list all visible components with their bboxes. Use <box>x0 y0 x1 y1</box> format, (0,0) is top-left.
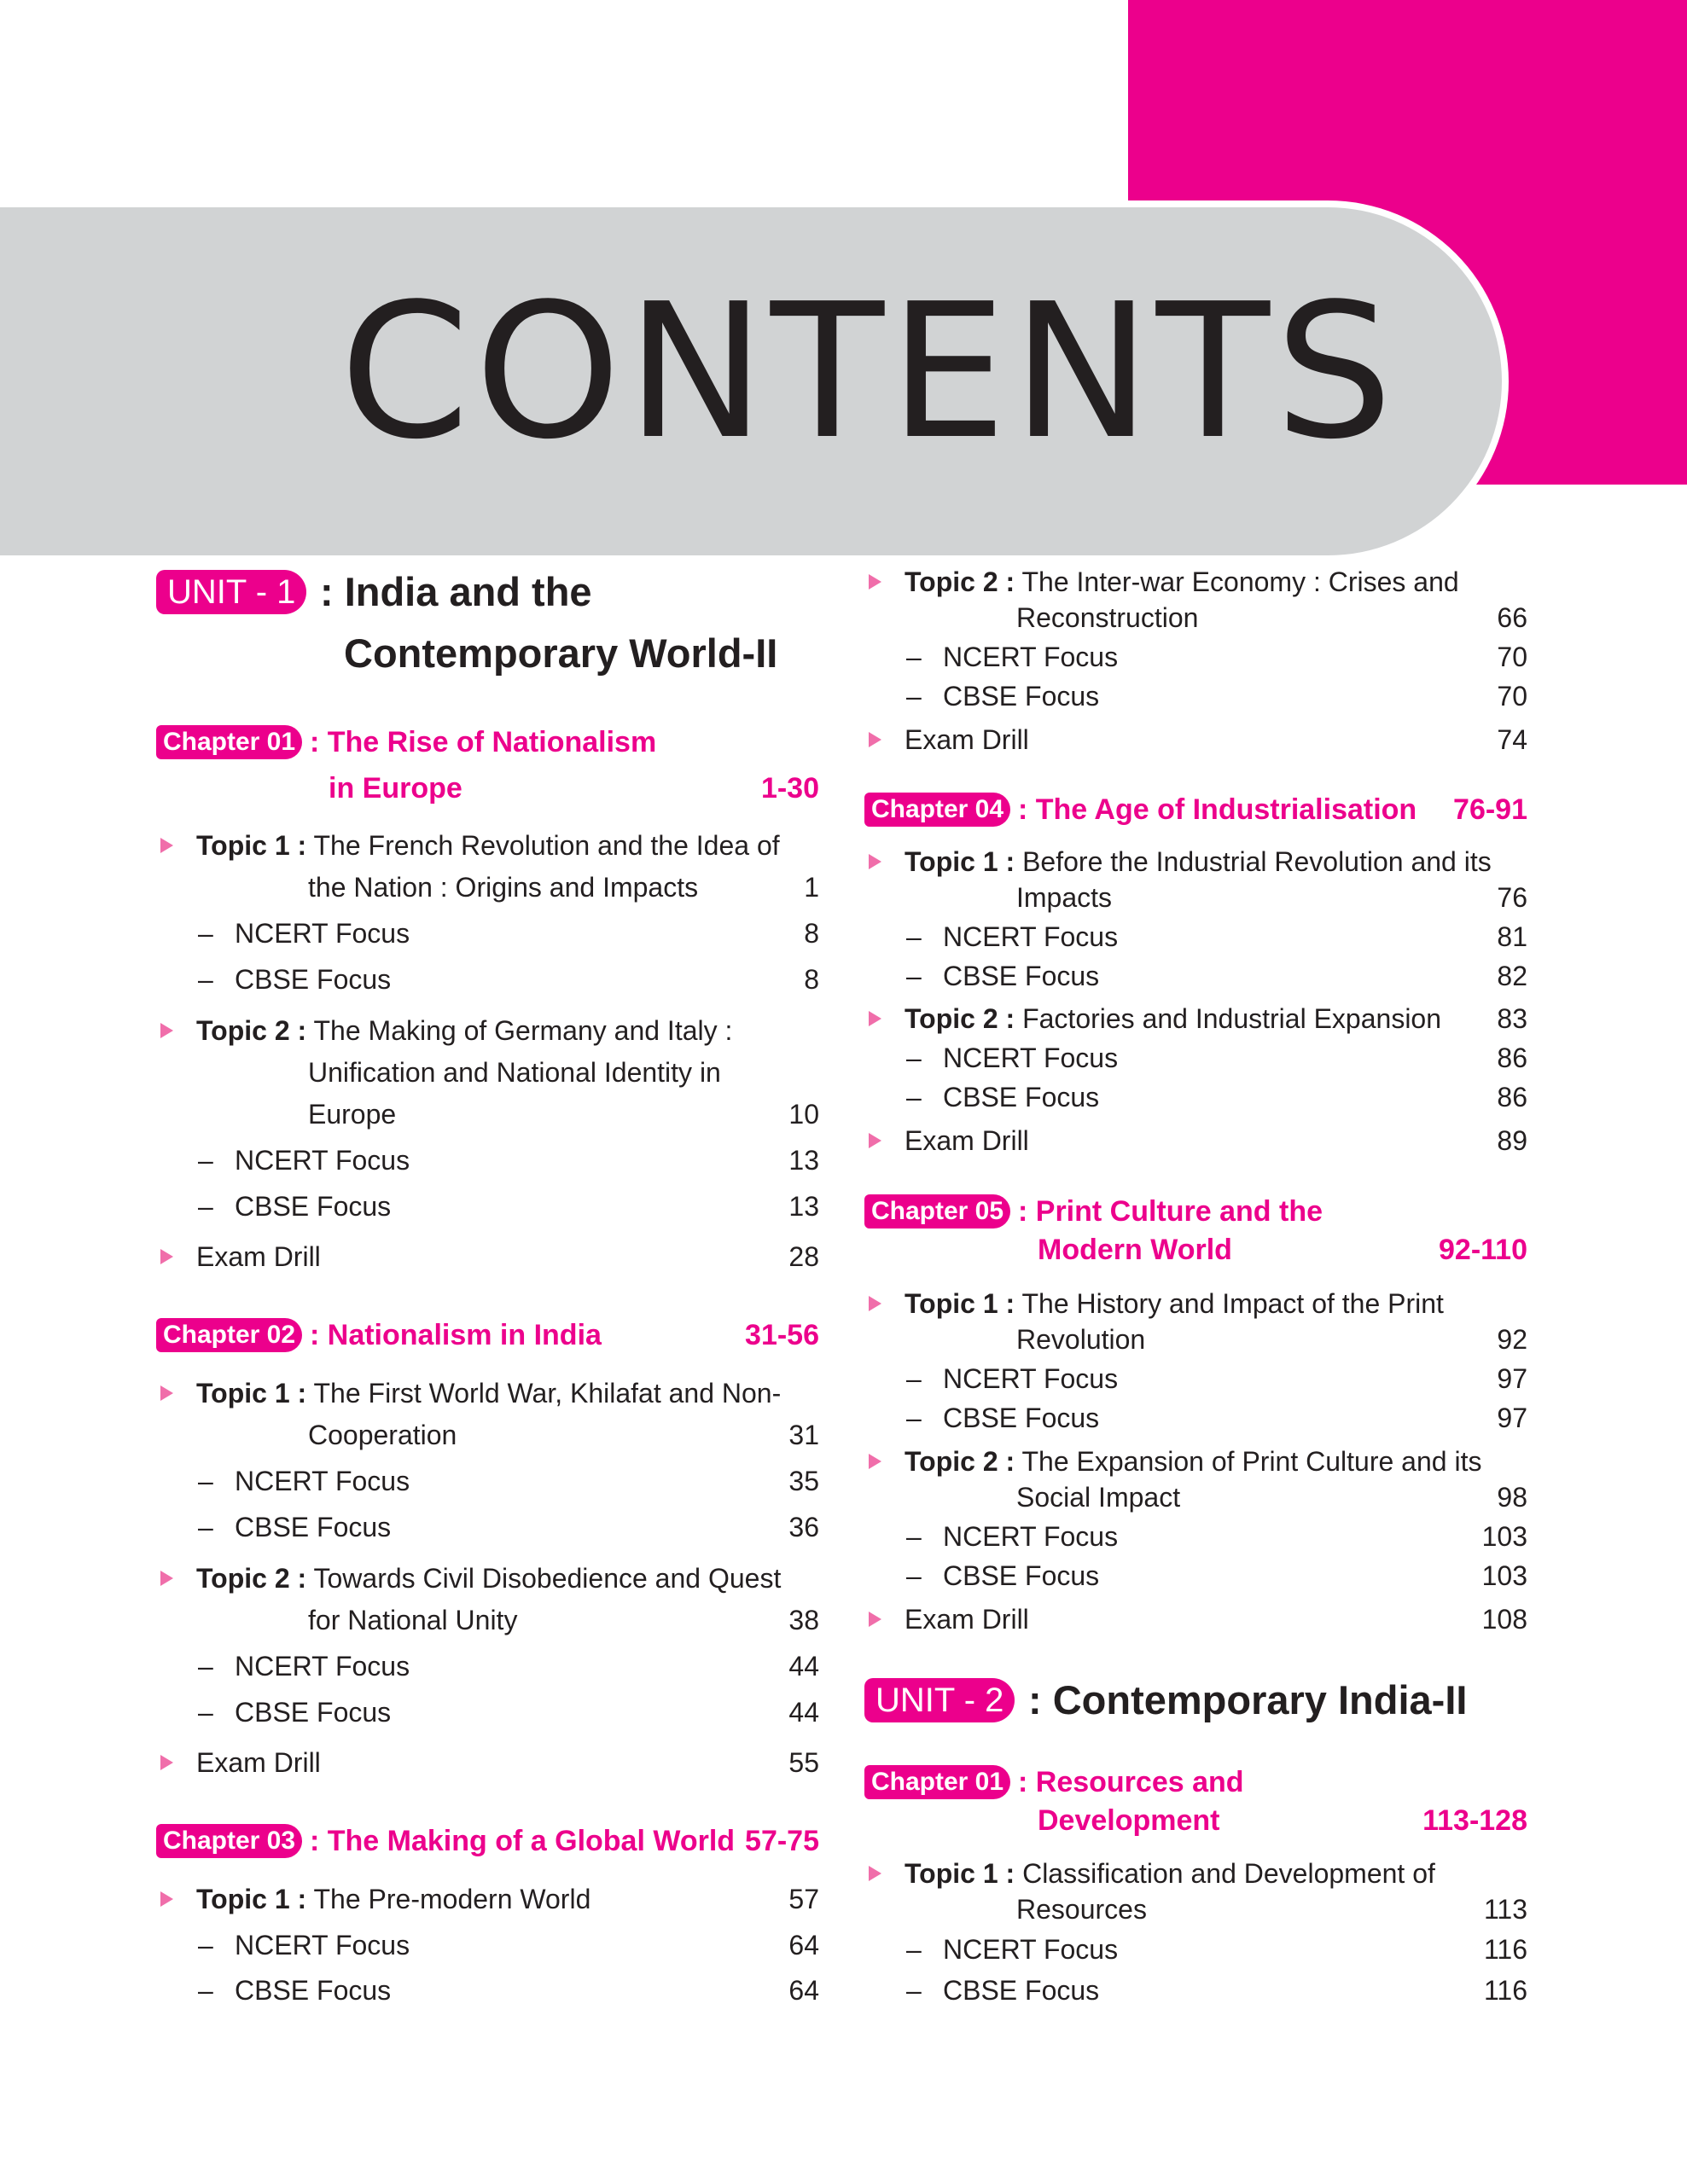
bullet-triangle-icon <box>869 574 881 590</box>
topic-label: Topic 2 : <box>905 1003 1015 1034</box>
topic-title: Factories and Industrial Expansion <box>1022 1003 1442 1034</box>
chapter-page-range: 57-75 <box>745 1825 819 1857</box>
page-number: 8 <box>804 964 819 995</box>
page-number: 86 <box>1497 1043 1527 1073</box>
page-number: 76 <box>1497 882 1527 913</box>
page-number: 103 <box>1481 1560 1527 1591</box>
bullet-triangle-icon <box>160 838 173 853</box>
topic-label: Topic 1 : <box>905 846 1015 877</box>
bullet-triangle-icon <box>160 1385 173 1401</box>
entry-label: Exam Drill <box>196 1747 321 1778</box>
topic-title-cont: Revolution <box>1016 1324 1146 1355</box>
page-number: 64 <box>788 1930 819 1960</box>
topic-title: The First World War, Khilafat and Non- <box>313 1378 782 1409</box>
entry-label: NCERT Focus <box>235 1930 410 1960</box>
page-number: 44 <box>788 1697 819 1728</box>
entry-label: NCERT Focus <box>235 1466 410 1496</box>
entry-label: CBSE Focus <box>235 1191 392 1222</box>
entry-label: CBSE Focus <box>943 961 1100 991</box>
entry-label: CBSE Focus <box>943 681 1100 712</box>
page-number: 116 <box>1483 1975 1527 2006</box>
page-number: 81 <box>1497 921 1527 952</box>
page-number: 36 <box>788 1512 819 1542</box>
topic-label: Topic 1 : <box>905 1288 1015 1319</box>
page-number: 57 <box>788 1884 819 1914</box>
bullet-triangle-icon <box>869 1866 881 1881</box>
topic-title-cont: Reconstruction <box>1016 602 1199 633</box>
topic-title-cont: Resources <box>1016 1894 1147 1925</box>
page-number: 64 <box>788 1975 819 2006</box>
entry-label: CBSE Focus <box>943 1082 1100 1112</box>
entry-label: NCERT Focus <box>943 1363 1119 1394</box>
topic-entry[interactable] <box>862 1853 1527 1931</box>
topic-title: Before the Industrial Revolution and its <box>1022 846 1492 877</box>
topic-label: Topic 1 : <box>196 1884 307 1914</box>
entry-label: NCERT Focus <box>235 1651 410 1682</box>
bullet-triangle-icon <box>869 1612 881 1627</box>
topic-title: Towards Civil Disobedience and Quest <box>313 1563 782 1594</box>
chapter-title-line2: in Europe <box>329 772 462 804</box>
chapter-badge: Chapter 02 <box>156 1318 302 1352</box>
chapter-page-range: 31-56 <box>745 1319 819 1351</box>
page-number: 97 <box>1497 1363 1527 1394</box>
entry-label: Exam Drill <box>905 1125 1029 1156</box>
entry-label: CBSE Focus <box>235 1512 392 1542</box>
chapter-page-range: 92-110 <box>1439 1234 1527 1266</box>
topic-title-cont: Europe <box>308 1099 397 1130</box>
page-number: 86 <box>1497 1082 1527 1112</box>
chapter-badge: Chapter 01 <box>156 725 302 759</box>
topic-label: Topic 2 : <box>196 1563 307 1594</box>
entry-label: NCERT Focus <box>943 1934 1119 1965</box>
topic-label: Topic 2 : <box>905 1446 1015 1477</box>
entry-label: NCERT Focus <box>943 1521 1119 1552</box>
page-number: 98 <box>1497 1482 1527 1513</box>
topic-entry[interactable] <box>862 561 1527 640</box>
page-number: 89 <box>1497 1125 1527 1156</box>
topic-label: Topic 2 : <box>905 566 1015 597</box>
page-number: 31 <box>788 1420 819 1450</box>
chapter-badge: Chapter 03 <box>156 1824 302 1858</box>
bullet-triangle-icon <box>869 732 881 747</box>
topic-title-cont: Cooperation <box>308 1420 457 1450</box>
entry-label: CBSE Focus <box>943 1560 1100 1591</box>
entry-label: Exam Drill <box>905 1604 1029 1635</box>
topic-title: The Inter-war Economy : Crises and <box>1021 566 1459 597</box>
entry-label: CBSE Focus <box>235 964 392 995</box>
topic-title-cont: for National Unity <box>308 1605 518 1635</box>
page-number: 38 <box>788 1605 819 1635</box>
topic-entry[interactable] <box>154 1558 819 1643</box>
chapter-title: : Resources and <box>1018 1766 1244 1798</box>
page-title: CONTENTS <box>340 264 1399 480</box>
chapter-page-range: 76-91 <box>1453 793 1527 826</box>
topic-title: Classification and Development of <box>1022 1858 1435 1889</box>
page-number: 113 <box>1483 1894 1527 1925</box>
topic-entry[interactable] <box>862 1441 1527 1519</box>
chapter-badge: Chapter 04 <box>864 793 1010 827</box>
topic-entry[interactable] <box>862 841 1527 920</box>
entry-label: Exam Drill <box>196 1241 321 1272</box>
bullet-triangle-icon <box>869 1011 881 1026</box>
page-number: 10 <box>788 1099 819 1130</box>
chapter-badge: Chapter 05 <box>864 1194 1010 1228</box>
topic-title-cont: Impacts <box>1016 882 1113 913</box>
page-number: 1 <box>804 872 819 903</box>
unit-badge: UNIT - 2 <box>864 1678 1015 1722</box>
chapter-title: : The Age of Industrialisation <box>1018 793 1417 826</box>
page-number: 70 <box>1497 642 1527 672</box>
page-number: 66 <box>1497 602 1527 633</box>
entry-label: NCERT Focus <box>235 918 410 949</box>
topic-title: The Making of Germany and Italy : <box>313 1015 733 1046</box>
topic-entry[interactable] <box>154 1010 819 1138</box>
entry-label: NCERT Focus <box>943 921 1119 952</box>
unit-title: : India and the <box>320 569 592 614</box>
topic-title: The History and Impact of the Print <box>1021 1288 1444 1319</box>
bullet-triangle-icon <box>160 1023 173 1038</box>
entry-label: NCERT Focus <box>943 642 1119 672</box>
topic-label: Topic 1 : <box>196 1378 307 1409</box>
page-number: 103 <box>1481 1521 1527 1552</box>
bullet-triangle-icon <box>160 1249 173 1264</box>
chapter-title: : Print Culture and the <box>1018 1195 1323 1228</box>
unit-title-line2: Contemporary World-II <box>344 630 778 676</box>
page-number: 8 <box>804 918 819 949</box>
chapter-title: : The Making of a Global World <box>310 1825 736 1857</box>
unit-badge: UNIT - 1 <box>156 570 306 614</box>
page-number: 35 <box>788 1466 819 1496</box>
bullet-triangle-icon <box>869 1454 881 1469</box>
topic-entry[interactable] <box>154 1373 819 1458</box>
page-number: 74 <box>1497 724 1527 755</box>
chapter-page-range: 1-30 <box>760 772 819 804</box>
page-number: 44 <box>788 1651 819 1682</box>
topic-title: The French Revolution and the Idea of <box>313 830 780 861</box>
entry-label: CBSE Focus <box>943 1403 1100 1433</box>
unit-title: : Contemporary India-II <box>1028 1677 1468 1722</box>
entry-label: CBSE Focus <box>943 1975 1100 2006</box>
page-number: 108 <box>1481 1604 1527 1635</box>
page-number: 28 <box>788 1241 819 1272</box>
topic-label: Topic 2 : <box>196 1015 307 1046</box>
page-number: 97 <box>1497 1403 1527 1433</box>
page-number: 55 <box>788 1747 819 1778</box>
bullet-triangle-icon <box>160 1891 173 1907</box>
entry-label: NCERT Focus <box>943 1043 1119 1073</box>
page-number: 70 <box>1497 681 1527 712</box>
topic-title: The Expansion of Print Culture and its <box>1021 1446 1482 1477</box>
entry-label: CBSE Focus <box>235 1697 392 1728</box>
chapter-badge: Chapter 01 <box>864 1765 1010 1799</box>
page-number: 92 <box>1497 1324 1527 1355</box>
chapter-title-line2: Development <box>1038 1804 1220 1837</box>
entry-label: Exam Drill <box>905 724 1029 755</box>
topic-title: The Pre-modern World <box>313 1884 591 1914</box>
page-number: 82 <box>1497 961 1527 991</box>
page-number: 83 <box>1497 1003 1527 1034</box>
topic-title-cont: Unification and National Identity in <box>308 1057 721 1088</box>
chapter-page-range: 113-128 <box>1422 1804 1527 1837</box>
page-number: 116 <box>1483 1934 1527 1965</box>
topic-label: Topic 1 : <box>905 1858 1015 1889</box>
chapter-title: : The Rise of Nationalism <box>310 726 657 758</box>
topic-entry[interactable] <box>862 1283 1527 1362</box>
page-number: 13 <box>788 1145 819 1176</box>
topic-entry[interactable] <box>154 825 819 910</box>
bullet-triangle-icon <box>869 1296 881 1311</box>
entry-label: NCERT Focus <box>235 1145 410 1176</box>
bullet-triangle-icon <box>160 1755 173 1770</box>
bullet-triangle-icon <box>869 1133 881 1148</box>
bullet-triangle-icon <box>160 1571 173 1586</box>
chapter-title-line2: Modern World <box>1038 1234 1232 1266</box>
chapter-title: : Nationalism in India <box>310 1319 602 1351</box>
entry-label: CBSE Focus <box>235 1975 392 2006</box>
topic-label: Topic 1 : <box>196 830 307 861</box>
page-number: 13 <box>788 1191 819 1222</box>
topic-title-cont: the Nation : Origins and Impacts <box>308 872 699 903</box>
bullet-triangle-icon <box>869 854 881 869</box>
topic-title-cont: Social Impact <box>1016 1482 1181 1513</box>
